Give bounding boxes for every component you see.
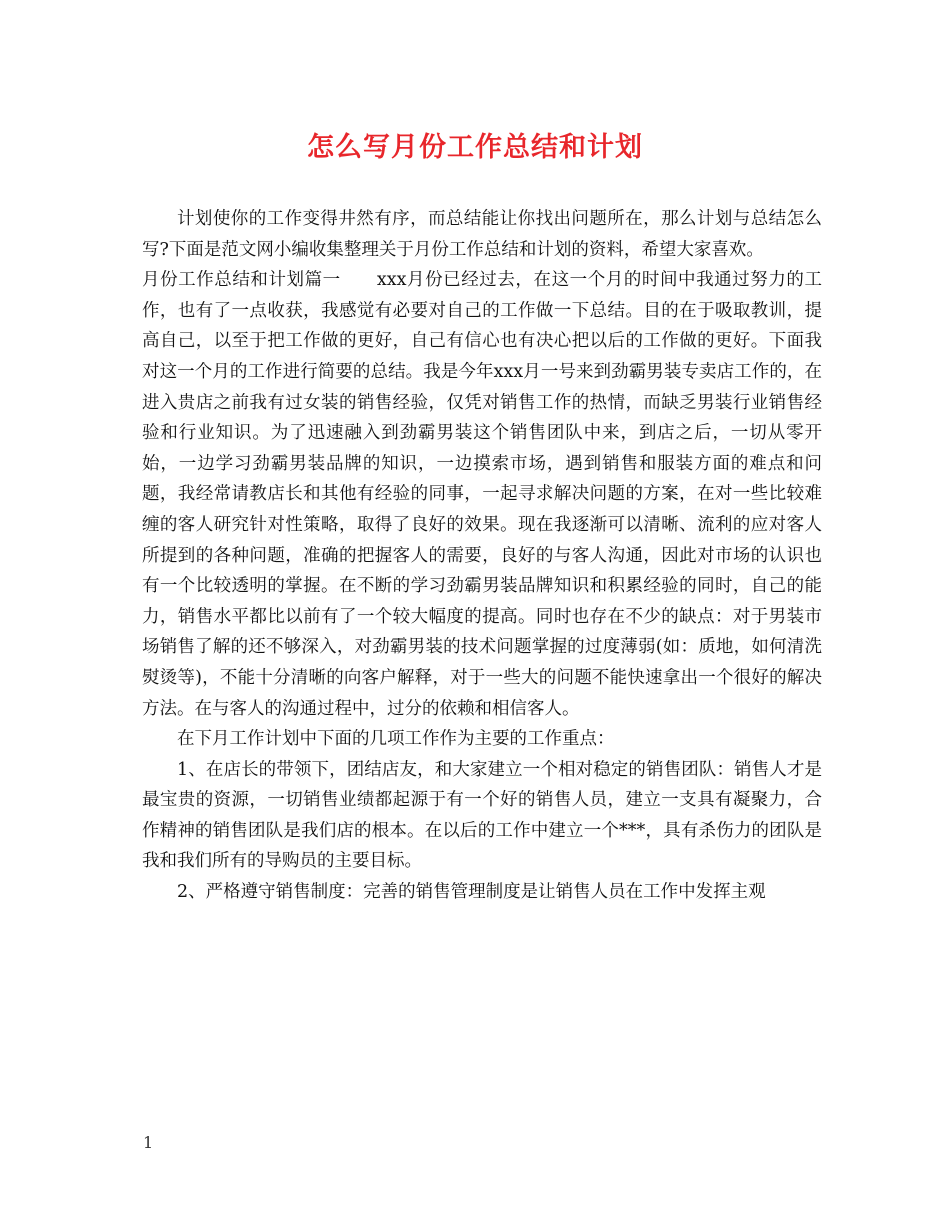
document-body: [142, 204, 822, 908]
intro-paragraph: 计划使你的工作变得井然有序，而总结能让你找出问题所在，那么计划与总结怎么写?下面是范文网小编收集整理关于月份工作总结和计划的资料，希望大家喜欢。: [142, 209, 822, 260]
plan-item-2: 2、严格遵守销售制度：完善的销售管理制度是让销售人员在工作中发挥主观: [177, 882, 766, 903]
document-title: 怎么写月份工作总结和计划: [307, 132, 643, 163]
plan-item-1: 1、在店长的带领下，团结店友，和大家建立一个相对稳定的销售团队：销售人才是最宝贵的资源，一切销售业绩都起源于有一个好的销售人员，建立一支具有凝聚力，合作精神的销售团队是我们店的根本。在以后的工作中建立一个***，具有杀伤力的团队是我和我们所有的导购员的主要目标。: [142, 759, 822, 872]
summary-paragraph: 月份工作总结和计划篇一 xxx月份已经过去，在这一个月的时间中我通过努力的工作，也有了一点收获，我感觉有必要对自己的工作做一下总结。目的在于吸取教训，提高自己，以至于把工作做的更好，自己有信心也有决心把以后的工作做的更好。下面我对这一个月的工作进行简要的总结。我是今年xxx月一号来到劲霸男装专卖店工作的，在进入贵店之前我有过女装的销售经验，仅凭对销售工作的热情，而缺乏男装行业销售经验和行业知识。为了迅速融入到劲霸男装这个销售团队中来，到店之后，一切从零开始，一边学习劲霸男装品牌的知识，一边摸索市场，遇到销售和服装方面的难点和问题，我经常请教店长和其他有经验的同事，一起寻求解决问题的方案，在对一些比较难缠的客人研究针对性策略，取得了良好的效果。现在我逐渐可以清晰、流利的应对客人所提到的各种问题，准确的把握客人的需要，良好的与客人沟通，因此对市场的认识也有一个比较透明的掌握。在不断的学习劲霸男装品牌知识和积累经验的同时，自己的能力，销售水平都比以前有了一个较大幅度的提高。同时也存在不少的缺点：对于男装市场销售了解的还不够深入，对劲霸男装的技术问题掌握的过度薄弱(如：质地，如何清洗熨烫等)，不能十分清晰的向客户解释，对于一些大的问题不能快速拿出一个很好的解决方法。在与客人的沟通过程中，过分的依赖和相信客人。: [142, 270, 822, 719]
page-number: 1: [143, 1133, 154, 1152]
plan-intro-paragraph: 在下月工作计划中下面的几项工作作为主要的工作重点：: [177, 729, 615, 750]
